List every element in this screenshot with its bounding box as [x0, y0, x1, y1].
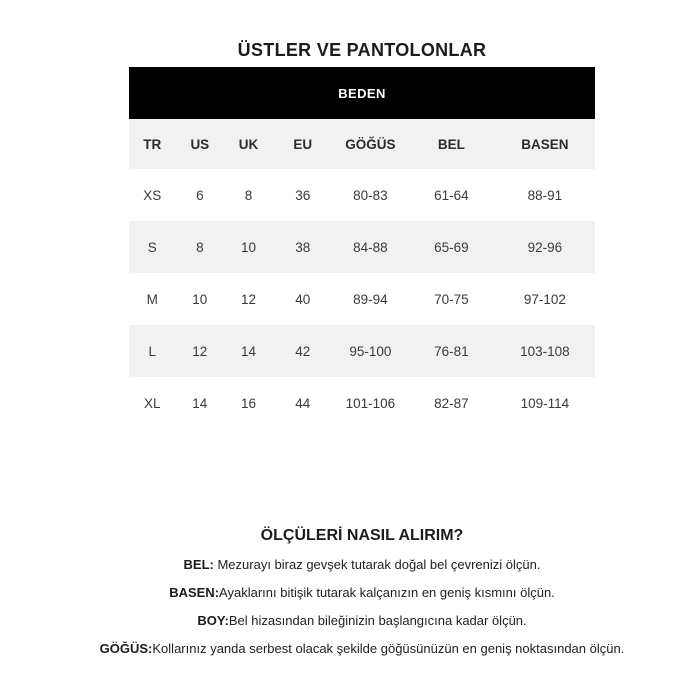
size-cell: M	[146, 291, 158, 307]
size-row-xl	[129, 377, 595, 429]
size-cell: 97-102	[523, 291, 566, 307]
size-cell: L	[129, 325, 176, 377]
size-cell: 103-108	[495, 325, 595, 377]
column-header-eu: EU	[273, 119, 333, 169]
measure-guide-text: Kollarınız yanda serbest olacak şekilde göğüsünüzün en geniş noktasından ölçün.	[152, 641, 625, 656]
size-cell: 84-88	[333, 221, 408, 273]
size-cell: 6	[196, 187, 204, 203]
size-band	[129, 67, 595, 119]
column-header-bel: BEL	[408, 119, 495, 169]
size-cell: 16	[240, 395, 257, 411]
size-cell: 38	[273, 221, 333, 273]
size-cell: 42	[273, 325, 333, 377]
column-header-uk: UK	[224, 119, 273, 169]
size-band-label: BEDEN	[129, 67, 595, 119]
column-header-tr: TR	[129, 119, 176, 169]
column-header-row	[129, 119, 595, 169]
size-cell: 61-64	[434, 187, 469, 203]
size-cell: 80-83	[353, 187, 388, 203]
size-cell: 14	[192, 395, 208, 411]
size-cell: 10	[192, 291, 208, 307]
size-cell: 82-87	[434, 395, 469, 411]
size-cell: XL	[144, 395, 161, 411]
size-cell: 65-69	[408, 221, 495, 273]
size-row-m	[129, 273, 595, 325]
size-cell: 14	[224, 325, 273, 377]
measure-guide-label: GÖĞÜS:	[99, 641, 153, 656]
size-chart-table	[129, 67, 595, 429]
size-cell: 95-100	[333, 325, 408, 377]
size-cell: 88-91	[527, 187, 563, 203]
size-row-xs	[129, 169, 595, 221]
measure-guide-text: Mezurayı biraz gevşek tutarak doğal bel çevrenizi ölçün.	[213, 557, 541, 572]
measure-guide-label: BASEN:	[169, 585, 220, 600]
size-cell: 8	[176, 221, 224, 273]
size-cell: 109-114	[520, 395, 570, 411]
page-title: ÜSTLER VE PANTOLONLAR	[237, 40, 487, 60]
measure-guide-item-boy	[12, 614, 700, 628]
measure-guide-item-bel	[12, 558, 700, 572]
size-cell: XS	[143, 187, 162, 203]
measure-guide-label: BOY:	[197, 613, 229, 628]
size-cell: 92-96	[495, 221, 595, 273]
measure-guide-item-basen	[12, 586, 700, 600]
size-cell: 101-106	[345, 395, 396, 411]
measure-guide-label: BEL:	[183, 557, 214, 572]
column-header-basen: BASEN	[495, 119, 595, 169]
size-cell: 12	[176, 325, 224, 377]
size-row-l	[129, 325, 595, 377]
size-cell: 89-94	[353, 291, 388, 307]
column-header-us: US	[176, 119, 224, 169]
size-row-s	[129, 221, 595, 273]
size-cell: 76-81	[408, 325, 495, 377]
measure-guide-heading: ÖLÇÜLERİ NASIL ALIRIM?	[260, 527, 464, 544]
measure-guide-text: Bel hizasından bileğinizin başlangıcına kadar ölçün.	[228, 613, 527, 628]
column-header-gogus: GÖĞÜS	[333, 119, 408, 169]
measure-guide-item-gogus	[12, 642, 700, 656]
size-cell: 12	[240, 291, 257, 307]
size-cell: S	[129, 221, 176, 273]
size-guide-page	[12, 0, 700, 656]
size-cell: 70-75	[434, 291, 469, 307]
measure-guide-text: Ayaklarını bitişik tutarak kalçanızın en geniş kısmını ölçün.	[219, 585, 555, 600]
size-cell: 40	[295, 291, 311, 307]
size-cell: 44	[295, 395, 311, 411]
size-cell: 8	[244, 187, 253, 203]
size-cell: 36	[295, 187, 311, 203]
size-cell: 10	[224, 221, 273, 273]
